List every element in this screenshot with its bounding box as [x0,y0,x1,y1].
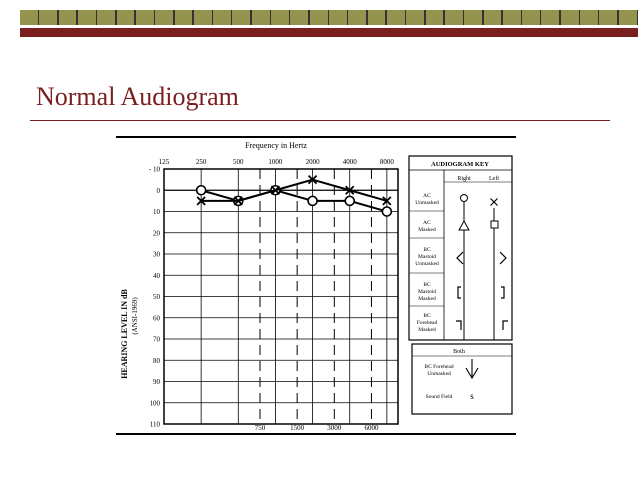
top-bar-cell [175,10,193,25]
top-freq-label: 2000 [305,158,320,166]
bottom-freq-label: 1500 [290,424,305,432]
top-bar-cell [136,10,154,25]
db-label: 30 [153,250,160,259]
top-bar-cell [232,10,250,25]
top-bar-cell [290,10,308,25]
top-bar-cell [155,10,173,25]
svg-text:Mastoid: Mastoid [417,254,437,260]
top-bar-cell [39,10,57,25]
top-bar-cell [329,10,347,25]
top-bar-cell [503,10,521,25]
db-label: 50 [153,293,160,301]
square-icon [491,221,498,228]
slide-title: Normal Audiogram [36,82,239,111]
top-bar-cell [541,10,559,25]
db-label: 70 [153,335,160,344]
top-bar-cell [252,10,270,25]
svg-text:Unmasked: Unmasked [415,261,439,267]
svg-text:AC: AC [423,193,431,199]
right-ear-marker [197,186,206,195]
db-label: 80 [153,356,160,365]
svg-text:Mastoid: Mastoid [417,289,437,295]
db-label: 40 [153,271,160,280]
right-ear-marker [345,196,354,205]
key-title: AUDIOGRAM KEY [431,161,489,168]
svg-text:AC: AC [423,220,431,226]
svg-text:Masked: Masked [418,327,436,333]
audiogram-svg [116,136,516,436]
top-bar-cell [445,10,463,25]
y-axis-subtitle: (ANSI-1969) [131,297,139,335]
top-bar-cell [387,10,405,25]
key-col-right: Right [457,176,471,182]
top-freq-label: 250 [195,158,207,166]
top-freq-label: 1000 [268,158,283,166]
bottom-freq-label: 750 [254,424,266,432]
top-bar-cell [20,10,38,25]
freq-axis-title: Frequency in Hertz [245,141,307,150]
both-row-label: BC Forehead [424,364,454,370]
db-label: 60 [153,314,160,323]
key-col-left: Left [489,176,499,182]
top-bar-cell [78,10,96,25]
top-bar-cell [580,10,598,25]
right-ear-marker [308,196,317,205]
title-divider [30,120,610,121]
top-bar-cell [522,10,540,25]
svg-text:BC: BC [423,282,431,288]
top-bar-cell [619,10,637,25]
top-bar-cell [426,10,444,25]
audiogram-figure [116,136,516,436]
top-bar-cell [117,10,135,25]
top-decor-bar [20,10,638,25]
bottom-decor-bar [20,28,638,37]
top-bar-cell [194,10,212,25]
top-freq-label: 4000 [342,158,357,166]
both-row-label: Sound Field [425,394,453,400]
top-freq-label: 500 [233,158,244,166]
top-bar-cell [213,10,231,25]
top-bar-cell [464,10,482,25]
svg-text:Forehead: Forehead [416,320,438,326]
db-label: 10 [153,208,160,216]
top-freq-label: 125 [158,158,170,166]
y-axis-title: HEARING LEVEL IN dB [120,289,129,379]
top-bar-cell [599,10,617,25]
db-label: - 10 [148,165,160,174]
svg-text:BC: BC [423,313,431,319]
right-ear-marker [382,207,391,216]
top-freq-label: 8000 [379,158,394,166]
svg-text:Unmasked: Unmasked [415,200,439,206]
top-bar-cell [97,10,115,25]
svg-text:BC: BC [423,247,431,253]
top-bar-cell [59,10,77,25]
bottom-freq-label: 6000 [364,424,379,432]
db-label: 110 [149,420,160,429]
db-label: 20 [153,229,160,238]
circle-icon [461,195,468,202]
top-bar-cell [271,10,289,25]
db-label: 100 [149,399,160,408]
db-label: 90 [153,378,160,386]
both-row-label: Unmasked [427,371,451,377]
top-bar-cell [348,10,366,25]
svg-text:Masked: Masked [418,296,436,302]
both-title: Both [453,349,465,355]
sound-field-s-icon: s [470,391,474,401]
svg-text:Masked: Masked [418,227,436,233]
db-label: 0 [156,186,160,195]
top-bar-cell [310,10,328,25]
top-bar-cell [406,10,424,25]
top-bar-cell [484,10,502,25]
bottom-freq-label: 3000 [327,424,342,432]
top-bar-cell [561,10,579,25]
top-bar-cell [368,10,386,25]
